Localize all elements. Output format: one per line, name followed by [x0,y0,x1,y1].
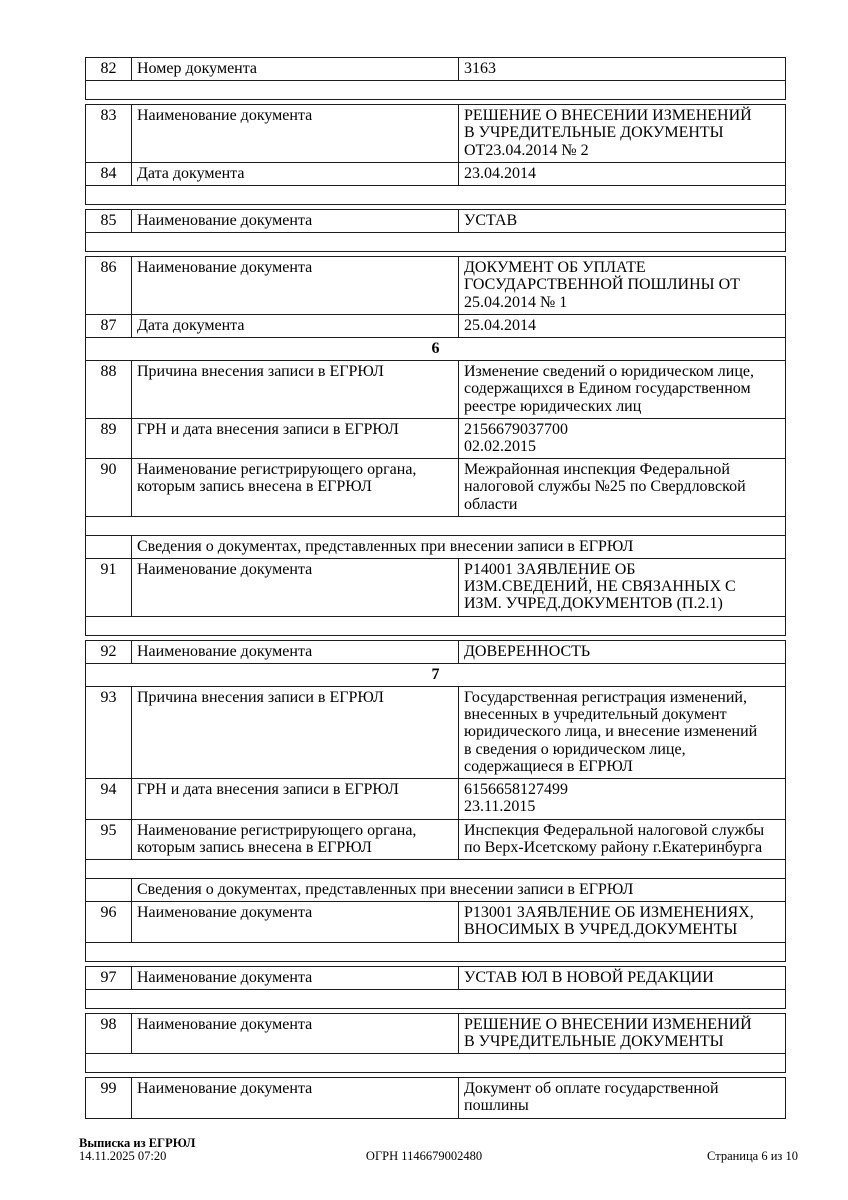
row-number: 95 [86,820,132,859]
egrul-table [85,57,786,1123]
field-label: Дата документа [132,315,459,337]
field-label: Наименование документа [132,257,459,314]
field-label: Наименование документа [132,105,459,162]
row-number: 82 [86,58,132,80]
spacer-row [86,232,785,251]
footer-datetime: 14.11.2025 07:20 [79,1149,167,1163]
field-value: 25.04.2014 [464,316,536,334]
row-number-empty [86,536,132,558]
table-row [86,360,785,418]
field-value: РЕШЕНИЕ О ВНЕСЕНИИ ИЗМЕНЕНИЙ В УЧРЕДИТЕЛЬНЫЕ ДОКУМЕНТЫ ОТ23.04.2014 № 2 [464,107,752,159]
row-number: 99 [86,1078,132,1117]
spacer-row [86,616,785,635]
footer-title: Выписка из ЕГРЮЛ [79,1136,196,1150]
table-row [86,210,785,232]
field-label: ГРН и дата внесения записи в ЕГРЮЛ [132,419,459,458]
row-number: 96 [86,902,132,941]
row-number: 97 [86,967,132,989]
table-row [86,967,785,989]
field-value: Документ об оплате государственной пошлины [464,1080,719,1115]
row-number: 89 [86,419,132,458]
field-label: ГРН и дата внесения записи в ЕГРЮЛ [132,779,459,818]
table-block [85,104,786,205]
field-value: УСТАВ ЮЛ В НОВОЙ РЕДАКЦИИ [464,968,714,986]
row-number: 98 [86,1014,132,1053]
field-label: Наименование документа [132,1014,459,1053]
row-number: 83 [86,105,132,162]
field-value: ДОВЕРЕННОСТЬ [464,642,591,660]
field-value: 6156658127499 23.11.2015 [464,781,568,816]
footer-left [79,1137,195,1163]
table-row [86,1078,785,1117]
row-number: 93 [86,687,132,778]
spacer-row [86,989,785,1008]
row-number: 92 [86,641,132,663]
field-value: Межрайонная инспекция Федеральной налоговой службы №25 по Свердловской области [464,461,746,513]
field-label: Наименование документа [132,641,459,663]
field-label: Наименование регистрирующего органа, которым запись внесена в ЕГРЮЛ [132,820,459,859]
section-number: 6 [86,337,785,360]
table-row [86,162,785,185]
field-value: ДОКУМЕНТ ОБ УПЛАТЕ ГОСУДАРСТВЕННОЙ ПОШЛИНЫ ОТ 25.04.2014 № 1 [464,259,740,311]
field-value: УСТАВ [464,212,518,230]
table-block [85,640,786,962]
field-value: Р13001 ЗАЯВЛЕНИЕ ОБ ИЗМЕНЕНИЯХ, ВНОСИМЫХ В УЧРЕД.ДОКУМЕНТЫ [464,904,754,939]
table-row [86,819,785,859]
table-row [86,1014,785,1053]
field-label: Причина внесения записи в ЕГРЮЛ [132,361,459,418]
table-row [86,686,785,778]
table-row [86,458,785,516]
field-label: Номер документа [132,58,459,80]
field-label: Наименование документа [132,559,459,616]
field-label: Дата документа [132,163,459,185]
table-block [85,966,786,1009]
field-label: Причина внесения записи в ЕГРЮЛ [132,687,459,778]
footer-ogrn: ОГРН 1146679002480 [365,1149,483,1163]
spacer-row [86,80,785,99]
table-row [86,418,785,458]
row-number: 84 [86,163,132,185]
row-number: 86 [86,257,132,314]
spacer-row [86,1053,785,1072]
row-number: 91 [86,559,132,616]
field-label: Наименование документа [132,210,459,232]
footer-page-number: Страница 6 из 10 [707,1149,798,1163]
row-number: 85 [86,210,132,232]
documents-header: Сведения о документах, представленных при внесении записи в ЕГРЮЛ [137,537,634,555]
documents-header-row [86,878,785,901]
table-row [86,257,785,314]
table-row [86,641,785,663]
table-row [86,58,785,80]
table-row [86,314,785,337]
spacer-row [86,516,785,535]
field-label: Наименование регистрирующего органа, которым запись внесена в ЕГРЮЛ [132,459,459,516]
table-row [86,105,785,162]
field-value: Инспекция Федеральной налоговой службы по Верх-Исетскому району г.Екатеринбурга [464,821,765,856]
field-value: 2156679037700 02.02.2015 [464,420,568,456]
row-number: 88 [86,361,132,418]
table-block [85,1013,786,1073]
field-value: РЕШЕНИЕ О ВНЕСЕНИИ ИЗМЕНЕНИЙ В УЧРЕДИТЕЛЬНЫЕ ДОКУМЕНТЫ [464,1015,752,1050]
row-number-empty [86,879,132,901]
table-row [86,778,785,818]
field-value: Изменение сведений о юридическом лице, содержащихся в Едином государственном реестре юридических лиц [464,363,755,415]
field-value: 23.04.2014 [464,164,536,182]
row-number: 90 [86,459,132,516]
documents-header-row [86,535,785,558]
row-number: 87 [86,315,132,337]
field-value: Р14001 ЗАЯВЛЕНИЕ ОБ ИЗМ.СВЕДЕНИЙ, НЕ СВЯЗАННЫХ С ИЗМ. УЧРЕД.ДОКУМЕНТОВ (П.2.1) [464,561,736,613]
field-label: Наименование документа [132,902,459,941]
field-label: Наименование документа [132,1078,459,1117]
table-block [85,1077,786,1118]
spacer-row [86,942,785,961]
field-value: Государственная регистрация изменений, внесенных в учредительный документ юридического лица, и внесение изменений в сведения о юридическом лице, содержащиеся в ЕГРЮЛ [464,689,758,775]
spacer-row [86,859,785,878]
table-row [86,558,785,616]
field-label: Наименование документа [132,967,459,989]
field-value: 3163 [464,60,496,77]
table-block [85,209,786,252]
spacer-row [86,185,785,204]
table-block [85,256,786,635]
table-block [85,57,786,100]
section-number: 7 [86,663,785,686]
documents-header: Сведения о документах, представленных при внесении записи в ЕГРЮЛ [137,880,634,898]
table-row [86,901,785,941]
row-number: 94 [86,779,132,818]
